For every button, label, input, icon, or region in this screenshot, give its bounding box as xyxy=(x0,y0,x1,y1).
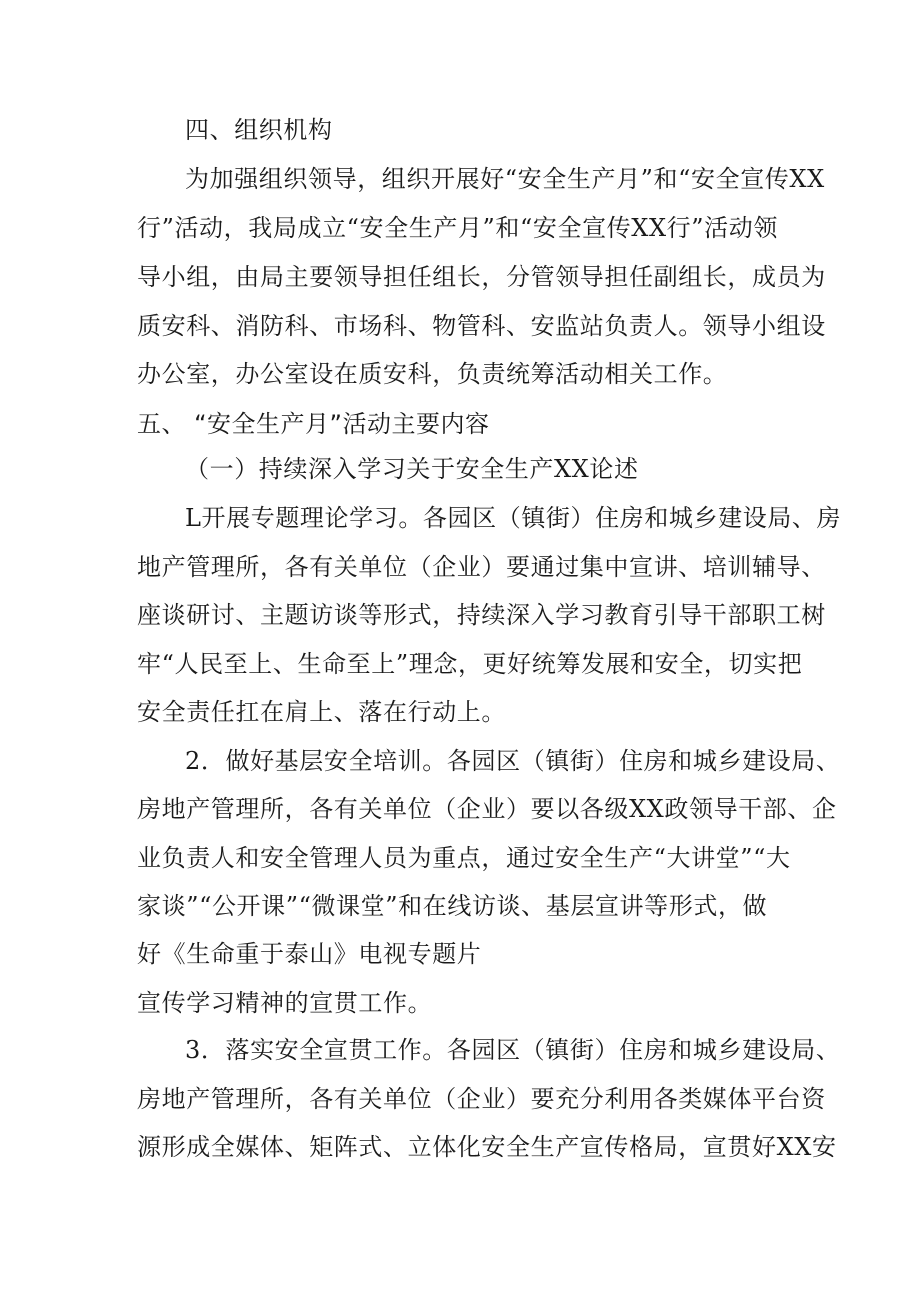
section-heading-main-content: 五、 “安全生产月”活动主要内容 xyxy=(137,410,490,438)
paragraph-line: 安全责任扛在肩上、落在行动上。 xyxy=(137,698,506,726)
paragraph-line: 质安科、消防科、市场科、物管科、安监站负责人。领导小组设 xyxy=(137,312,826,340)
paragraph-line: 房地产管理所，各有关单位（企业）要以各级XX政领导干部、企 xyxy=(137,795,837,823)
paragraph-line: 座谈研讨、主题访谈等形式，持续深入学习教育引导干部职工树 xyxy=(137,601,826,629)
paragraph-line: 家谈”“公开课”“微课堂”和在线访谈、基层宣讲等形式，做 xyxy=(137,892,768,920)
paragraph-line: 房地产管理所，各有关单位（企业）要充分利用各类媒体平台资 xyxy=(137,1085,826,1113)
paragraph-line: 宣传学习精神的宣贯工作。 xyxy=(137,989,433,1017)
paragraph-line: 导小组，由局主要领导担任组长，分管领导担任副组长，成员为 xyxy=(137,263,826,291)
paragraph-line: 地产管理所，各有关单位（企业）要通过集中宣讲、培训辅导、 xyxy=(137,553,826,581)
section-heading-organization: 四、组织机构 xyxy=(185,116,333,144)
paragraph-line: 行”活动，我局成立“安全生产月”和“安全宣传XX行”活动领 xyxy=(137,214,778,242)
paragraph-line: 好《生命重于泰山》电视专题片 xyxy=(137,940,482,968)
paragraph-line: 牢“人民至上、生命至上”理念，更好统筹发展和安全，切实把 xyxy=(137,650,803,678)
paragraph-line: 为加强组织领导，组织开展好“安全生产月”和“安全宣传XX xyxy=(185,165,825,193)
paragraph-line: L开展专题理论学习。各园区（镇街）住房和城乡建设局、房 xyxy=(185,504,842,532)
subsection-heading: （一）持续深入学习关于安全生产XX论述 xyxy=(185,455,639,483)
paragraph-line: 业负责人和安全管理人员为重点，通过安全生产“大讲堂”“大 xyxy=(137,844,791,872)
paragraph-line: 3．落实安全宣贯工作。各园区（镇街）住房和城乡建设局、 xyxy=(185,1036,841,1064)
paragraph-line: 办公室，办公室设在质安科，负责统筹活动相关工作。 xyxy=(137,360,728,388)
paragraph-line: 2．做好基层安全培训。各园区（镇街）住房和城乡建设局、 xyxy=(185,747,841,775)
paragraph-line: 源形成全媒体、矩阵式、立体化安全生产宣传格局，宣贯好XX安 xyxy=(137,1133,837,1161)
